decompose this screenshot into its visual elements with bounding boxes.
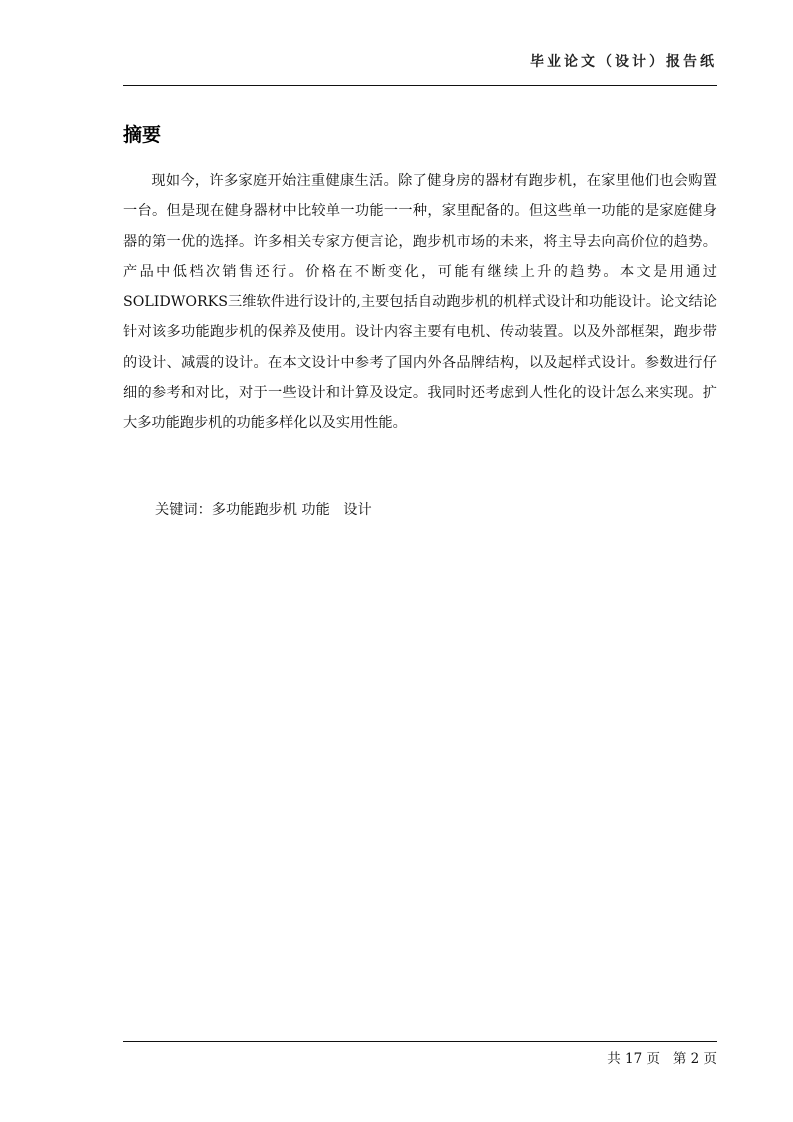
header-divider xyxy=(123,85,717,86)
keywords-line: 关键词：多功能跑步机 功能 设计 xyxy=(155,502,372,518)
header-title: 毕业论文（设计）报告纸 xyxy=(530,54,717,70)
abstract-body: 现如今，许多家庭开始注重健康生活。除了健身房的器材有跑步机，在家里他们也会购置一台。但是现在健身器材中比较单一功能一一种，家里配备的。但这些单一功能的是家庭健身器的第一优的选择。许多相关专家方便言论，跑步机市场的未来，将主导去向高价位的趋势。产品中低档次销售还行。价格在不断变化，可能有继续上升的趋势。本文是用通过SOLIDWORKS三维软件进行设计的,主要包括自动跑步机的机样式设计和功能设计。论文结论针对该多功能跑步机的保养及使用。设计内容主要有电机、传动装置。以及外部框架，跑步带的设计、减震的设计。在本文设计中参考了国内外各品牌结构，以及起样式设计。参数进行仔细的参考和对比，对于一些设计和计算及设定。我同时还考虑到人性化的设计怎么来实现。扩大多功能跑步机的功能多样化以及实用性能。 xyxy=(123,173,717,432)
page-number: 共 17 页 第 2 页 xyxy=(607,1051,717,1067)
footer-divider xyxy=(123,1041,717,1042)
abstract-heading: 摘要 xyxy=(123,124,162,146)
